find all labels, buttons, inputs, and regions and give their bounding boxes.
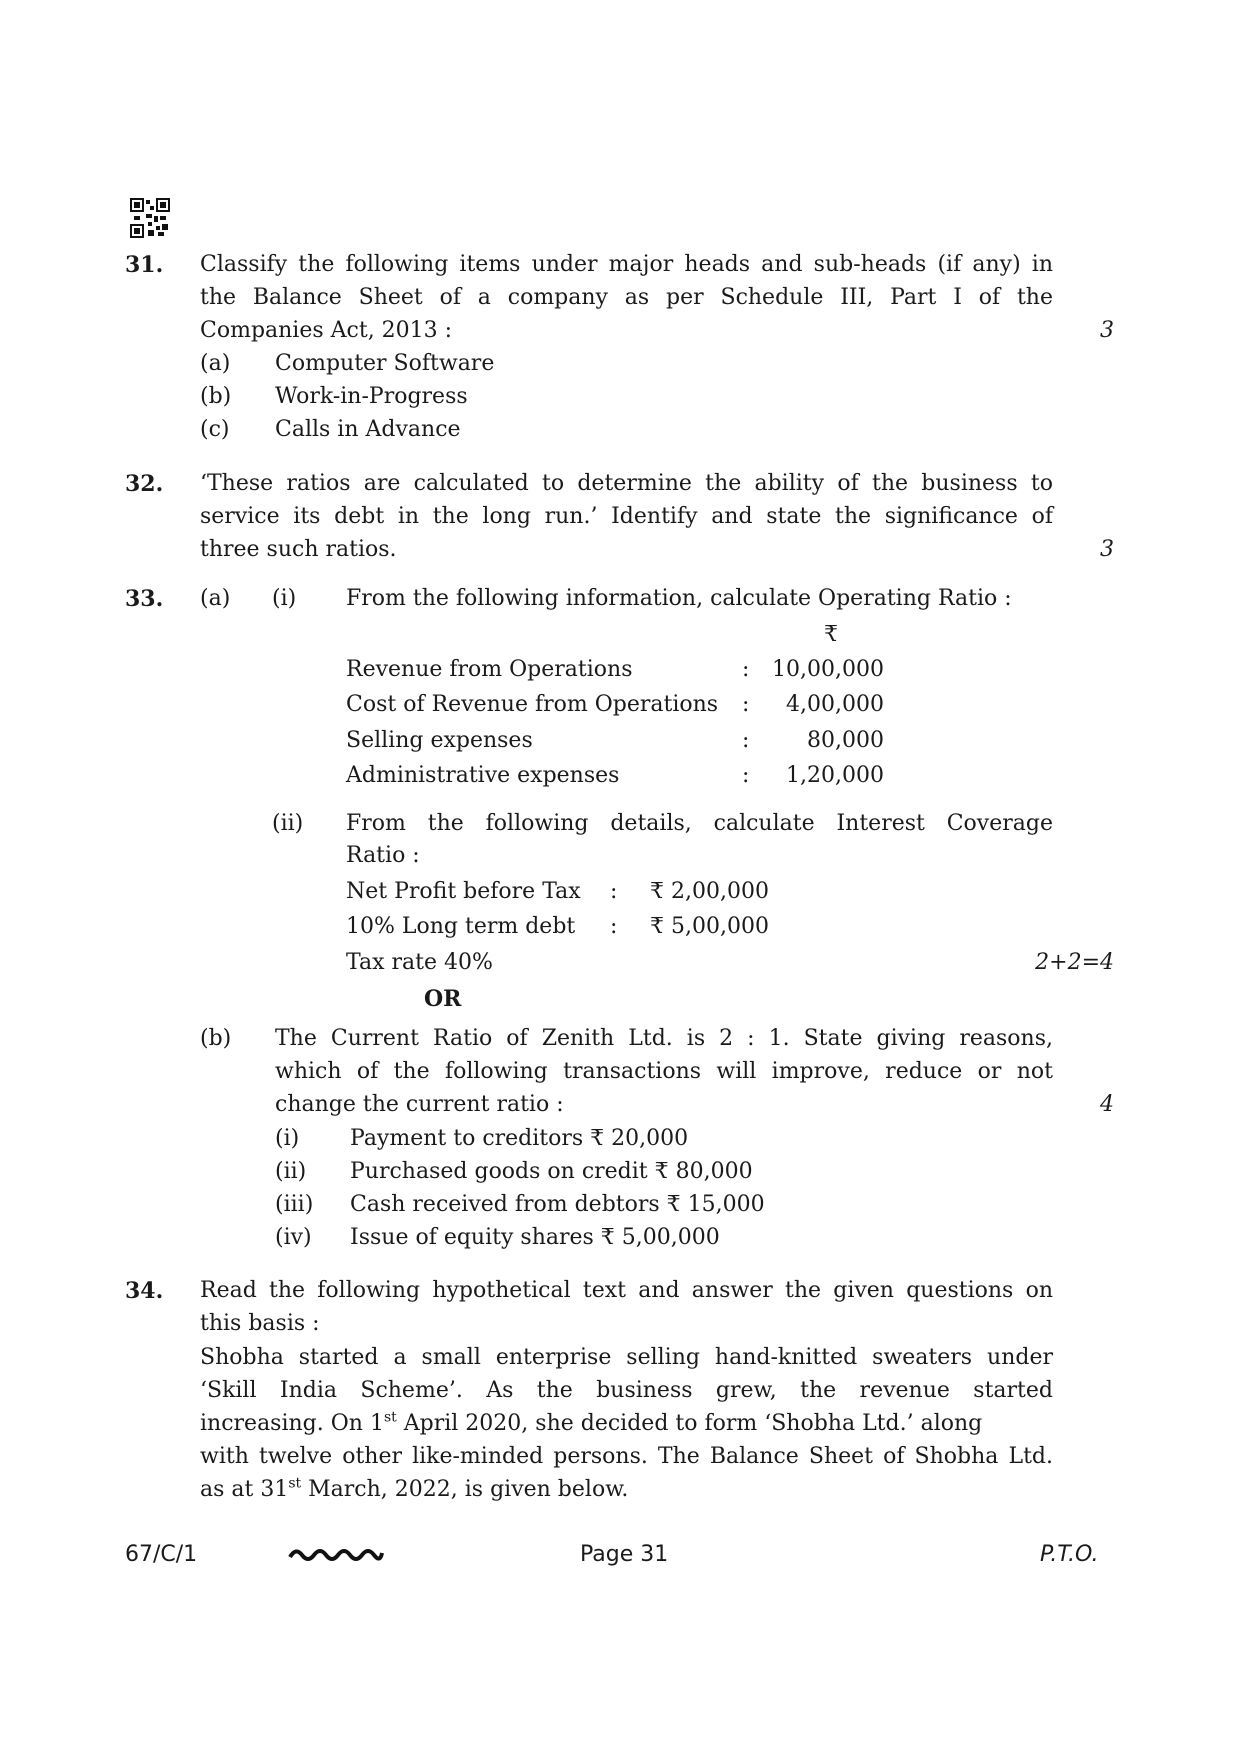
question-text: From the following information, calculate Operating Ratio : [346, 586, 1012, 611]
pto-label: P.T.O. [1040, 1542, 1099, 1567]
passage-text [200, 1411, 1053, 1437]
qr-code-icon [130, 198, 170, 238]
question-text: Ratio : [346, 843, 420, 868]
data-label: Revenue from Operations [346, 657, 633, 682]
data-colon: : [742, 763, 750, 788]
passage-segment-a: as at 31 [200, 1477, 289, 1502]
data-label: 10% Long term debt [346, 914, 576, 939]
question-text: ‘These ratios are calculated to determine the ability of the business to [200, 471, 1053, 496]
question-text: which of the following transactions will improve, reduce or not [275, 1059, 1053, 1084]
item-label: (a) [200, 351, 231, 376]
part-label: (b) [200, 1026, 232, 1051]
superscript: st [383, 1409, 397, 1426]
data-value: 10,00,000 [772, 657, 884, 682]
item-label: (b) [200, 384, 232, 409]
subpart-label: (i) [272, 586, 297, 611]
passage-segment-b: March, 2022, is given below. [301, 1477, 629, 1502]
item-text: Work-in-Progress [275, 384, 468, 409]
item-text: Computer Software [275, 351, 495, 376]
question-text: three such ratios. [200, 537, 397, 562]
data-label: Net Profit before Tax [346, 879, 581, 904]
marks: 4 [1100, 1092, 1114, 1117]
item-text: Calls in Advance [275, 417, 461, 442]
data-label: Cost of Revenue from Operations [346, 692, 719, 717]
question-number: 32. [125, 471, 164, 497]
currency-header: ₹ [824, 622, 838, 647]
data-colon: : [610, 914, 618, 939]
question-text: Read the following hypothetical text and answer the given questions on [200, 1278, 1053, 1303]
question-text: change the current ratio : [275, 1092, 564, 1117]
data-colon: : [742, 692, 750, 717]
item-text: Cash received from debtors ₹ 15,000 [350, 1192, 765, 1217]
passage-segment-b: April 2020, she decided to form ‘Shobha Ltd.’ along [396, 1411, 983, 1436]
data-colon: : [742, 657, 750, 682]
question-text: From the following details, calculate Interest Coverage [346, 811, 1053, 836]
data-value: 1,20,000 [786, 763, 884, 788]
or-separator: OR [424, 986, 462, 1012]
question-text: The Current Ratio of Zenith Ltd. is 2 : 1. State giving reasons, [275, 1026, 1053, 1051]
data-label: Administrative expenses [346, 763, 620, 788]
tax-rate: Tax rate 40% [346, 950, 493, 975]
question-number: 34. [125, 1278, 164, 1304]
data-value: 80,000 [807, 728, 884, 753]
superscript: st [288, 1475, 302, 1492]
data-colon: : [610, 879, 618, 904]
marks: 3 [1100, 318, 1114, 343]
question-text: Classify the following items under major heads and sub-heads (if any) in [200, 252, 1053, 277]
item-label: (c) [200, 417, 230, 442]
item-text: Payment to creditors ₹ 20,000 [350, 1126, 689, 1151]
question-number: 33. [125, 586, 164, 612]
data-value: ₹ 2,00,000 [650, 879, 769, 904]
passage-text: with twelve other like-minded persons. The Balance Sheet of Shobha Ltd. [200, 1444, 1053, 1469]
question-number: 31. [125, 252, 164, 278]
data-colon: : [742, 728, 750, 753]
passage-segment [200, 1411, 982, 1437]
item-label: (iv) [275, 1225, 312, 1250]
item-text: Purchased goods on credit ₹ 80,000 [350, 1159, 753, 1184]
subpart-label: (ii) [272, 811, 304, 836]
question-text: Companies Act, 2013 : [200, 318, 453, 343]
tilde-ornament-icon [288, 1545, 384, 1565]
item-label: (iii) [275, 1192, 314, 1217]
item-text: Issue of equity shares ₹ 5,00,000 [350, 1225, 720, 1250]
data-label: Selling expenses [346, 728, 533, 753]
item-label: (ii) [275, 1159, 307, 1184]
marks: 3 [1100, 537, 1114, 562]
passage-segment-a: increasing. On 1 [200, 1411, 384, 1436]
part-label: (a) [200, 586, 231, 611]
passage-text: ‘Skill India Scheme’. As the business grew, the revenue started [200, 1378, 1053, 1403]
data-value: 4,00,000 [786, 692, 884, 717]
paper-code: 67/C/1 [125, 1542, 198, 1567]
marks: 2+2=4 [1035, 950, 1114, 975]
question-text: service its debt in the long run.’ Identify and state the significance of [200, 504, 1053, 529]
question-text: the Balance Sheet of a company as per Schedule III, Part I of the [200, 285, 1053, 310]
passage-text: Shobha started a small enterprise selling hand-knitted sweaters under [200, 1345, 1053, 1370]
data-value: ₹ 5,00,000 [650, 914, 769, 939]
item-label: (i) [275, 1126, 300, 1151]
question-text: this basis : [200, 1311, 320, 1336]
page-number: Page 31 [580, 1542, 669, 1567]
passage-text [200, 1477, 628, 1503]
